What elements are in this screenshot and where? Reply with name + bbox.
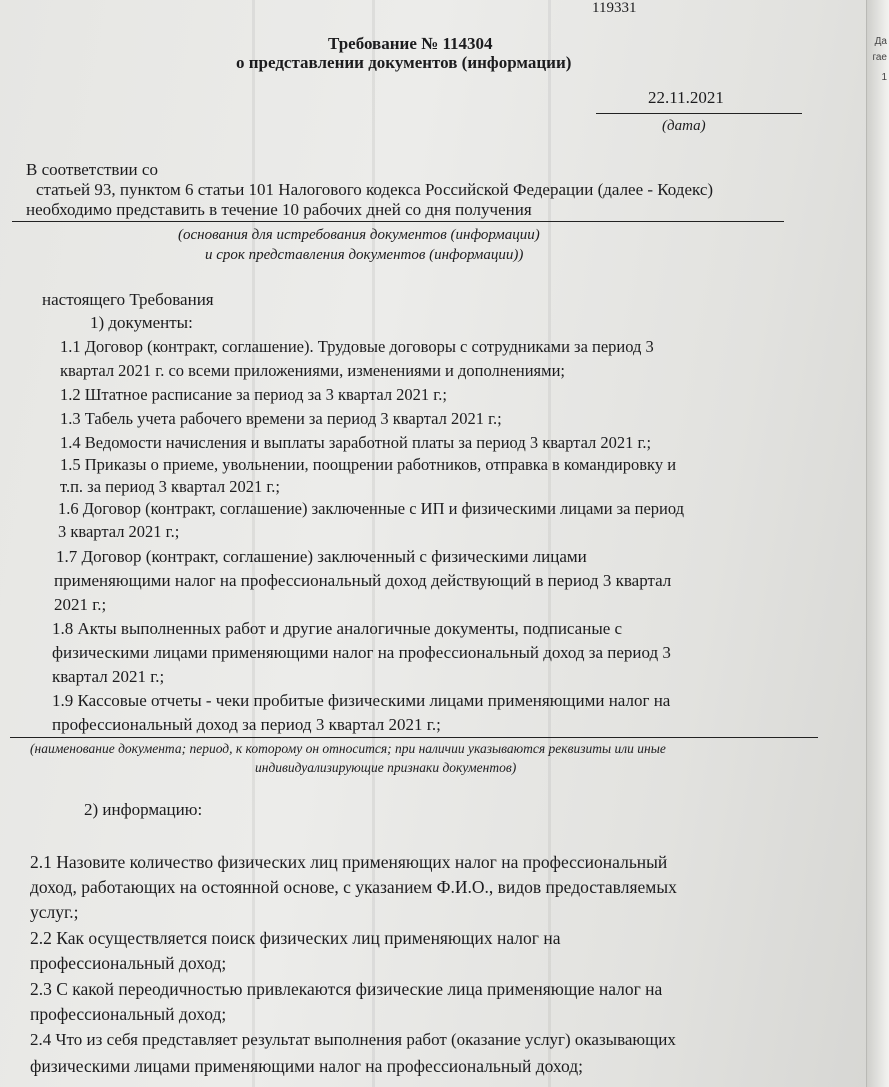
information-item-line: 2.2 Как осуществляется поиск физических лиц применяющих налог на xyxy=(30,928,561,948)
documents-caption: (наименование документа; период, к которому он относится; при наличии указываются реквизиты или иные xyxy=(30,741,666,756)
document-item-line: 1.8 Акты выполненных работ и другие аналогичные документы, подписаные с xyxy=(52,619,623,638)
scan-streak xyxy=(548,0,551,1087)
adjacent-page-edge xyxy=(866,0,889,1087)
document-item-line: применяющими налог на профессиональный доход действующий в период 3 квартал xyxy=(54,571,672,590)
information-item-line: 2.3 С какой переодичностью привлекаются физические лица применяющие налог на xyxy=(30,979,663,999)
document-item-line: 1.7 Договор (контракт, соглашение) заключенный с физическими лицами xyxy=(56,547,587,566)
information-item-line: услуг.; xyxy=(30,902,79,922)
basis-underline xyxy=(12,221,784,222)
document-item-line: 1.5 Приказы о приеме, увольнении, поощрении работников, отправка в командировку и xyxy=(60,455,677,474)
document-item-line: 2021 г.; xyxy=(54,595,107,614)
basis-caption: (основания для истребования документов (информации) xyxy=(178,227,540,243)
document-subtitle: о представлении документов (информации) xyxy=(236,53,572,72)
information-item-line: 2.1 Назовите количество физических лиц применяющих налог на профессиональный xyxy=(30,852,668,872)
document-item-line: квартал 2021 г. со всеми приложениями, изменениями и дополнениями; xyxy=(60,361,565,380)
information-item-line: профессиональный доход; xyxy=(30,953,227,973)
document-item-line: 1.6 Договор (контракт, соглашение) заключенные с ИП и физическими лицами за период xyxy=(58,499,685,518)
requirement-reference: настоящего Требования xyxy=(42,290,214,309)
date-caption: (дата) xyxy=(662,118,706,134)
basis-line: статьей 93, пунктом 6 статьи 101 Налогового кодекса Российской Федерации (далее - Кодекс) xyxy=(36,180,714,199)
date-value: 22.11.2021 xyxy=(648,88,724,107)
document-item-line: 3 квартал 2021 г.; xyxy=(58,522,180,541)
information-item-line: 2.4 Что из себя представляет результат выполнения работ (оказание услуг) оказывающих xyxy=(30,1030,676,1049)
document-item-line: 1.2 Штатное расписание за период за 3 квартал 2021 г.; xyxy=(60,385,447,404)
information-item-line: доход, работающих на остоянной основе, с указанием Ф.И.О., видов предоставляемых xyxy=(30,877,677,897)
document-item-line: т.п. за период 3 квартал 2021 г.; xyxy=(60,477,280,496)
document-item-line: квартал 2021 г.; xyxy=(52,667,165,686)
documents-caption: индивидуализирующие признаки документов) xyxy=(255,760,517,775)
document-item-line: 1.4 Ведомости начисления и выплаты заработной платы за период 3 квартал 2021 г.; xyxy=(60,433,652,452)
basis-line: В соответствии со xyxy=(26,160,158,179)
document-item-line: профессиональный доход за период 3 квартал 2021 г.; xyxy=(52,715,441,734)
information-item-line: профессиональный доход; xyxy=(30,1004,227,1024)
scan-streak xyxy=(252,0,255,1087)
information-item-line: физическими лицами применяющими налог на профессиональный доход; xyxy=(30,1056,584,1076)
document-top-number: 119331 xyxy=(592,0,637,16)
document-title: Требование № 114304 xyxy=(328,34,493,53)
documents-underline xyxy=(10,737,818,738)
edge-fragment: Да xyxy=(874,36,887,47)
section-information-title: 2) информацию: xyxy=(84,800,203,819)
edge-fragment: 1 xyxy=(881,72,887,83)
document-item-line: 1.3 Табель учета рабочего времени за период 3 квартал 2021 г.; xyxy=(60,409,502,428)
document-item-line: 1.9 Кассовые отчеты - чеки пробитые физическими лицами применяющими налог на xyxy=(52,691,671,710)
basis-caption: и срок представления документов (информации)) xyxy=(205,247,524,263)
date-underline xyxy=(596,113,802,114)
basis-line: необходимо представить в течение 10 рабочих дней со дня получения xyxy=(26,200,532,219)
scan-streak xyxy=(372,0,375,1087)
document-item-line: 1.1 Договор (контракт, соглашение). Трудовые договоры с сотрудниками за период 3 xyxy=(60,337,654,356)
section-documents-title: 1) документы: xyxy=(90,313,193,332)
edge-fragment: гае xyxy=(872,52,887,63)
document-item-line: физическими лицами применяющими налог на профессиональный доход за период 3 xyxy=(52,643,671,662)
